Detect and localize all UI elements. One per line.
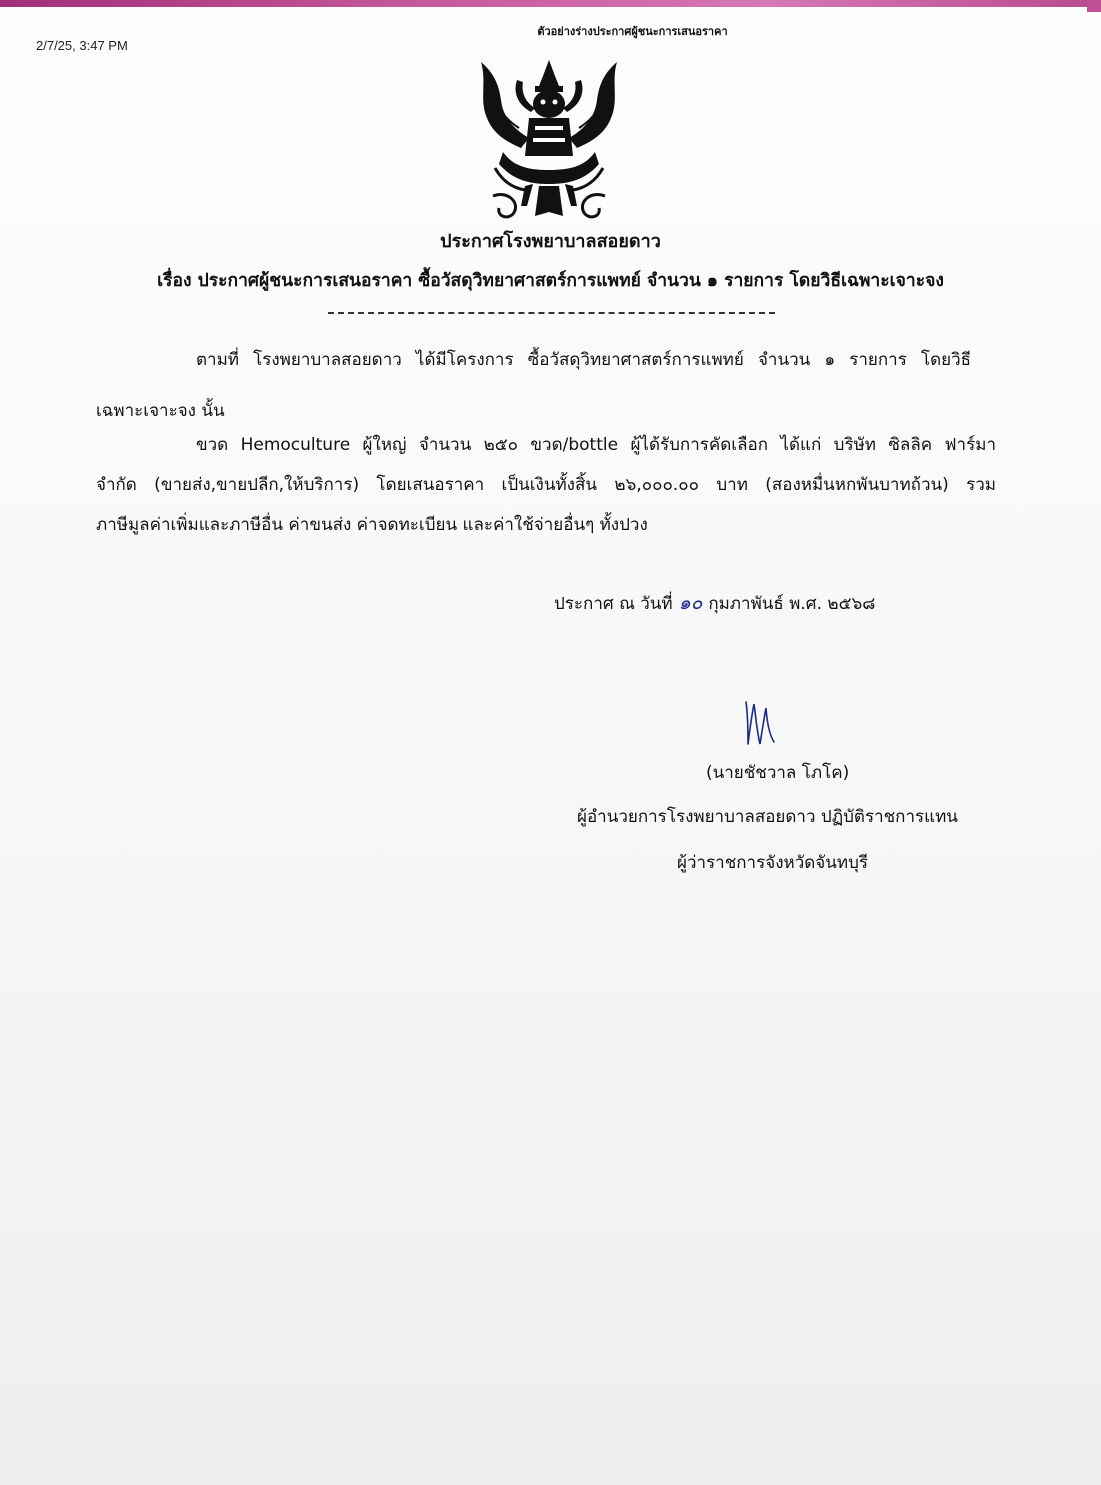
page-edge-strip bbox=[0, 0, 1101, 7]
body-paragraph-2-line-1: ขวด Hemoculture ผู้ใหญ่ จำนวน ๒๕๐ ขวด/bottle ผู้ได้รับการคัดเลือก ได้แก่ บริษัท ซิลลิค ฟาร์มา bbox=[196, 435, 996, 455]
garuda-emblem-icon bbox=[473, 56, 625, 222]
draft-header: ตัวอย่างร่างประกาศผู้ชนะการเสนอราคา bbox=[537, 25, 728, 38]
body-paragraph-2-line-3: ภาษีมูลค่าเพิ่มและภาษีอื่น ค่าขนส่ง ค่าจดทะเบียน และค่าใช้จ่ายอื่นๆ ทั้งปวง bbox=[96, 515, 648, 535]
handwritten-day: ๑๐ bbox=[678, 592, 703, 614]
body-paragraph-1-line-1: ตามที่ โรงพยาบาลสอยดาว ได้มีโครงการ ซื้อวัสดุวิทยาศาสตร์การแพทย์ จำนวน ๑ รายการ โดยวิธี bbox=[196, 350, 971, 370]
page-corner-strip bbox=[1087, 0, 1101, 12]
date-suffix: กุมภาพันธ์ พ.ศ. ๒๕๖๘ bbox=[708, 594, 876, 614]
handwritten-signature bbox=[742, 698, 782, 748]
announcement-date bbox=[554, 583, 875, 624]
body-paragraph-1-line-2: เฉพาะเจาะจง นั้น bbox=[96, 401, 225, 421]
date-prefix: ประกาศ ณ วันที่ bbox=[554, 594, 673, 614]
signatory-name: (นายชัชวาล โภโค) bbox=[706, 763, 850, 783]
signatory-title-line-1: ผู้อำนวยการโรงพยาบาลสอยดาว ปฏิบัติราชการแทน bbox=[577, 807, 958, 827]
announcement-title: ประกาศโรงพยาบาลสอยดาว bbox=[440, 231, 661, 252]
signatory-title-line-2: ผู้ว่าราชการจังหวัดจันทบุรี bbox=[677, 853, 869, 873]
print-timestamp: 2/7/25, 3:47 PM bbox=[36, 38, 128, 53]
body-paragraph-2-line-2: จำกัด (ขายส่ง,ขายปลีก,ให้บริการ) โดยเสนอราคา เป็นเงินทั้งสิ้น ๒๖,๐๐๐.๐๐ บาท (สองหมื่นหกพันบาทถ้วน) รวม bbox=[96, 475, 996, 495]
announcement-subject: เรื่อง ประกาศผู้ชนะการเสนอราคา ซื้อวัสดุวิทยาศาสตร์การแพทย์ จำนวน ๑ รายการ โดยวิธีเฉพาะเจาะจง bbox=[157, 271, 944, 291]
dashed-divider bbox=[328, 312, 775, 314]
